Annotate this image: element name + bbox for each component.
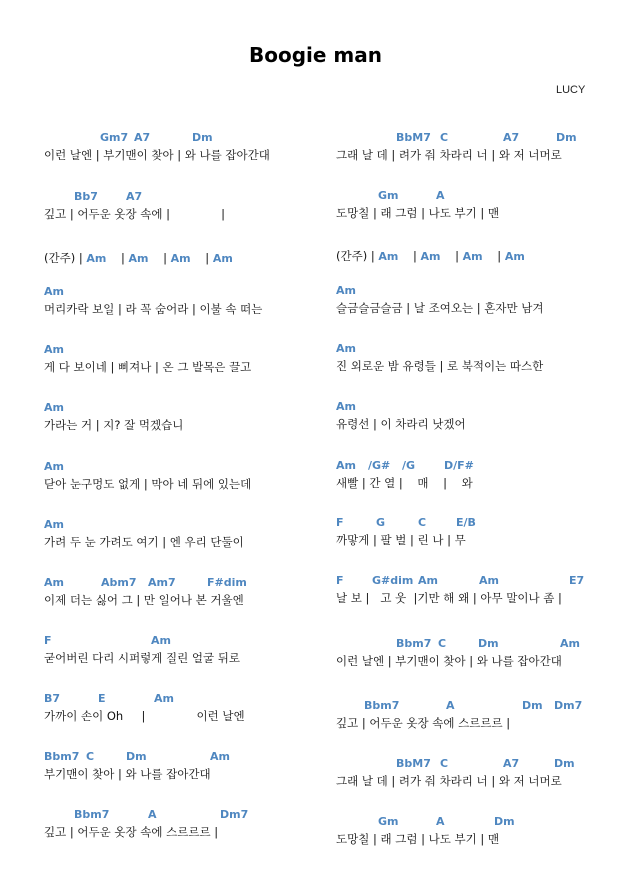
song-line-block [336,459,626,491]
chord-label: Am [378,250,399,263]
chord-row [336,699,626,715]
lyric-line: 이런 날엔 | 부기맨이 찾아 | 와 나를 잡아간대 [336,654,562,668]
chord-label: D/F# [444,459,474,472]
lyric-line: 가려 두 눈 가려도 여기 | 엔 우리 단둘이 [44,535,244,549]
chord-label: Dm [556,131,577,144]
chord-row [44,576,334,592]
song-line-block [44,401,334,433]
chord-row [44,131,334,147]
interlude-line [44,250,334,267]
right-column [336,0,631,888]
chord-label: A [446,699,455,712]
chord-row [336,400,626,416]
song-line-block [336,699,626,731]
song-line-block [44,750,334,782]
chord-label: Am [86,252,107,265]
song-line-block [44,131,334,163]
lyric-line: 머리카락 보일 | 라 꼭 숨어라 | 이불 속 떠는 [44,302,263,316]
chord-label: Am [418,574,438,587]
chord-label: F#dim [207,576,247,589]
chord-label: A7 [126,190,143,203]
chord-row [44,750,334,766]
lyric-line: 닫아 눈구멍도 없게 | 막아 네 뒤에 있는데 [44,477,252,491]
chord-label: Dm [494,815,515,828]
chord-label: C [440,757,449,770]
chord-label: A7 [134,131,151,144]
chord-row [336,637,626,653]
chord-label: Am [336,284,356,297]
lyric-line: 깊고 | 어두운 옷장 속에 스르르르 | [44,825,219,839]
song-line-block [336,400,626,432]
chord-label: A7 [503,131,520,144]
lyric-line: 이제 더는 싫어 그 | 만 일어나 본 거울엔 [44,593,244,607]
chord-row [336,815,626,831]
chord-label: Bbm7 [44,750,80,763]
lyric-line: 도망칠 | 래 그럼 | 나도 부기 | 맨 [336,206,500,220]
chord-row [44,634,334,650]
chord-label: Dm [126,750,147,763]
chord-label: Am [462,250,483,263]
chord-label: C [418,516,427,529]
song-line-block [336,516,626,548]
song-line-block [336,284,626,316]
chord-row [44,692,334,708]
interlude-text: | [398,249,421,263]
song-line-block [336,248,626,265]
song-line-block [44,343,334,375]
lyric-line: 깊고 | 어두운 옷장 속에 | | [44,207,226,221]
song-line-block [44,518,334,550]
lyric-line: 이런 날엔 | 부기맨이 찾아 | 와 나를 잡아간대 [44,148,270,162]
interlude-text: (간주) | [44,251,87,265]
lyric-line: 까맣게 | 팔 벌 | 린 나 | 무 [336,533,466,547]
chord-row [336,189,626,205]
chord-row [336,284,626,300]
interlude-text: | [190,251,213,265]
song-line-block [336,189,626,221]
chord-label: C [440,131,449,144]
song-line-block [44,692,334,724]
song-line-block [336,757,626,789]
chord-row [336,516,626,532]
chord-row [44,190,334,206]
chord-label: Bbm7 [74,808,110,821]
chord-label: Am [336,459,356,472]
left-column [44,0,344,888]
chord-label: Dm7 [554,699,583,712]
lyric-line: 깊고 | 어두운 옷장 속에 스르르르 | [336,716,511,730]
chord-label: Am [170,252,191,265]
lyric-line: 굳어버린 다리 시퍼렇게 질린 얼굴 뒤로 [44,651,241,665]
chord-label: Bbm7 [364,699,400,712]
song-line-block [44,808,334,840]
chord-label: F [336,516,344,529]
lyric-line: 유령선 | 이 차라리 낫겠어 [336,417,466,431]
chord-label: Abm7 [101,576,137,589]
chord-label: Am [420,250,441,263]
lyric-line: 가라는 거 | 지? 잘 먹겠습니 [44,418,184,432]
chord-label: Am7 [148,576,176,589]
chord-label: Am [336,400,356,413]
chord-row [44,460,334,476]
chord-label: E [98,692,106,705]
chord-label: Dm [522,699,543,712]
chord-label: E/B [456,516,476,529]
chord-label: Am [44,285,64,298]
song-line-block [336,574,626,606]
chord-row [44,401,334,417]
chord-label: G#dim [372,574,414,587]
interlude-text: | [106,251,129,265]
chord-label: G [376,516,386,529]
interlude-text: | [482,249,505,263]
song-line-block [336,131,626,163]
chord-label: Am [44,576,64,589]
chord-label: Am [151,634,171,647]
lyric-line: 부기맨이 찾아 | 와 나를 잡아간대 [44,767,211,781]
song-line-block [336,342,626,374]
chord-row [44,518,334,534]
chord-label: Gm [378,815,399,828]
chord-row [336,131,626,147]
chord-label: C [86,750,95,763]
lyric-line: 슬금슬금슬금 | 날 조여오는 | 혼자만 남겨 [336,301,544,315]
chord-label: Bb7 [74,190,98,203]
chord-label: Am [44,401,64,414]
chord-label: Am [212,252,233,265]
chord-label: Am [210,750,230,763]
interlude-text: (간주) | [336,249,379,263]
chord-label: Am [479,574,499,587]
song-line-block [44,250,334,267]
chord-label: Am [44,343,64,356]
chord-label: Am [44,518,64,531]
chord-label: C [438,637,447,650]
chord-label: Dm [478,637,499,650]
lyric-line: 그래 날 데 | 려가 줘 차라리 너 | 와 저 너머로 [336,774,562,788]
chord-row [336,342,626,358]
chord-label: /G# [368,459,391,472]
chord-label: BbM7 [396,131,431,144]
song-line-block [336,637,626,669]
artist-name: LUCY [556,84,586,96]
lyric-line: 가까이 손이 Oh | 이런 날엔 [44,709,245,723]
chord-label: Dm7 [220,808,249,821]
chord-label: F [336,574,344,587]
lyric-line: 게 다 보이네 | 삐져나 | 온 그 발목은 끌고 [44,360,252,374]
chord-label: A [436,815,445,828]
chord-label: Dm [554,757,575,770]
chord-label: A [148,808,157,821]
chord-label: F [44,634,52,647]
chord-label: Gm7 [100,131,129,144]
lyric-line: 날 보 | 고 웃 |기만 해 왜 | 아무 말이나 좀 | [336,591,562,605]
chord-row [44,808,334,824]
chord-label: /G [402,459,416,472]
chord-label: Am [504,250,525,263]
song-line-block [44,460,334,492]
chord-label: BbM7 [396,757,431,770]
song-line-block [44,576,334,608]
chord-row [336,574,626,590]
song-line-block [44,634,334,666]
lyric-line: 새빨 | 간 열 | 매 | 와 [336,476,473,490]
song-line-block [44,190,334,222]
chord-label: Gm [378,189,399,202]
song-title: Boogie man [249,43,382,67]
chord-label: Dm [192,131,213,144]
interlude-text: | [440,249,463,263]
song-line-block [44,285,334,317]
chord-row [336,459,626,475]
chord-row [44,285,334,301]
lyric-line: 도망칠 | 래 그럼 | 나도 부기 | 맨 [336,832,500,846]
chord-label: B7 [44,692,61,705]
chord-label: A7 [503,757,520,770]
chord-label: Am [336,342,356,355]
chord-row [44,343,334,359]
lyric-line: 진 외로운 밤 유령들 | 로 북적이는 따스한 [336,359,544,373]
chord-label: Bbm7 [396,637,432,650]
interlude-text: | [148,251,171,265]
chord-label: Am [154,692,174,705]
chord-label: E7 [569,574,585,587]
chord-label: Am [128,252,149,265]
interlude-line [336,248,626,265]
chord-label: Am [560,637,580,650]
chord-label: Am [44,460,64,473]
chord-row [336,757,626,773]
chord-label: A [436,189,445,202]
song-line-block [336,815,626,847]
lyric-line: 그래 날 데 | 려가 줘 차라리 너 | 와 저 너머로 [336,148,562,162]
